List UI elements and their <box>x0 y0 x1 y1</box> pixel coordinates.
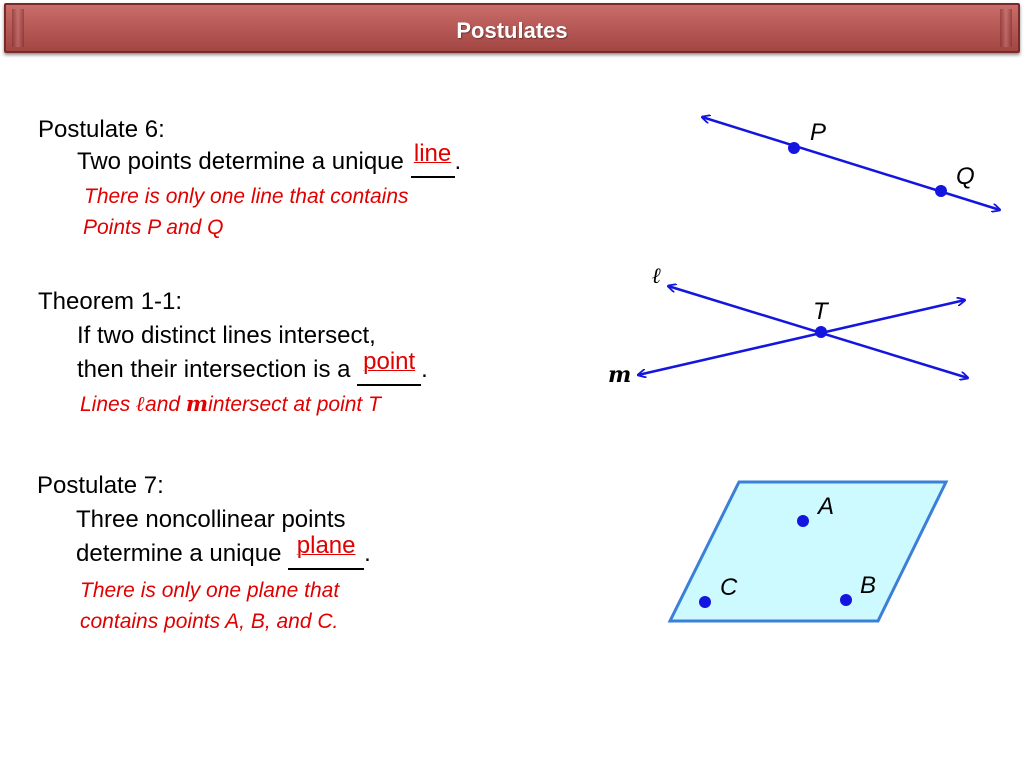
theorem11-note-post: intersect at point T <box>208 393 381 416</box>
theorem11-line1: If two distinct lines intersect, <box>77 322 376 349</box>
theorem11-note-pre: Lines <box>80 393 131 416</box>
theorem11-note-l: ℓ <box>136 391 146 416</box>
figure-intersecting-lines <box>608 263 968 388</box>
postulate7-note-line1: There is only one plane that <box>80 579 340 602</box>
point-b <box>840 594 852 606</box>
line-m-label: m <box>608 362 632 388</box>
point-q-label: Q <box>956 163 975 190</box>
theorem11-period: . <box>421 356 428 383</box>
postulate6-heading: Postulate 6: <box>38 116 165 143</box>
postulate6-period: . <box>454 148 462 175</box>
point-c-label: C <box>720 574 738 601</box>
postulate7-note-line2: contains points A, B, and C. <box>80 610 339 633</box>
point-t-label: T <box>813 298 828 325</box>
theorem11-note-m: m <box>185 391 209 416</box>
plane-shape <box>670 482 946 621</box>
postulate6-note-line1: There is only one line that contains <box>84 185 409 208</box>
point-c <box>699 596 711 608</box>
point-t <box>815 326 827 338</box>
postulate6-statement-text: Two points determine a unique <box>77 148 404 175</box>
slide-title: Postulates <box>456 18 568 43</box>
figure-line-pq <box>702 117 1000 210</box>
postulate7-line1: Three noncollinear points <box>76 506 346 533</box>
theorem11-answer: point <box>363 348 416 375</box>
postulate7-heading: Postulate 7: <box>37 472 164 499</box>
line-m <box>638 300 965 375</box>
point-b-label: B <box>860 572 877 599</box>
point-a <box>797 515 809 527</box>
postulate7-period: . <box>364 540 371 567</box>
point-a-label: A <box>818 493 835 520</box>
theorem11-line2-text: then their intersection is a <box>77 356 351 383</box>
postulate6-answer: line <box>413 140 452 167</box>
postulate7-answer: plane <box>296 532 356 559</box>
point-p <box>788 142 800 154</box>
figure-plane <box>670 482 946 621</box>
postulate7-line2-text: determine a unique <box>76 540 282 567</box>
theorem11-note-and: and <box>145 393 181 416</box>
postulate6-note-line2: Points P and Q <box>83 216 224 239</box>
point-q <box>935 185 947 197</box>
point-p-label: P <box>810 119 827 146</box>
theorem11-heading: Theorem 1-1: <box>38 288 183 315</box>
line-l-label: ℓ <box>652 263 662 289</box>
